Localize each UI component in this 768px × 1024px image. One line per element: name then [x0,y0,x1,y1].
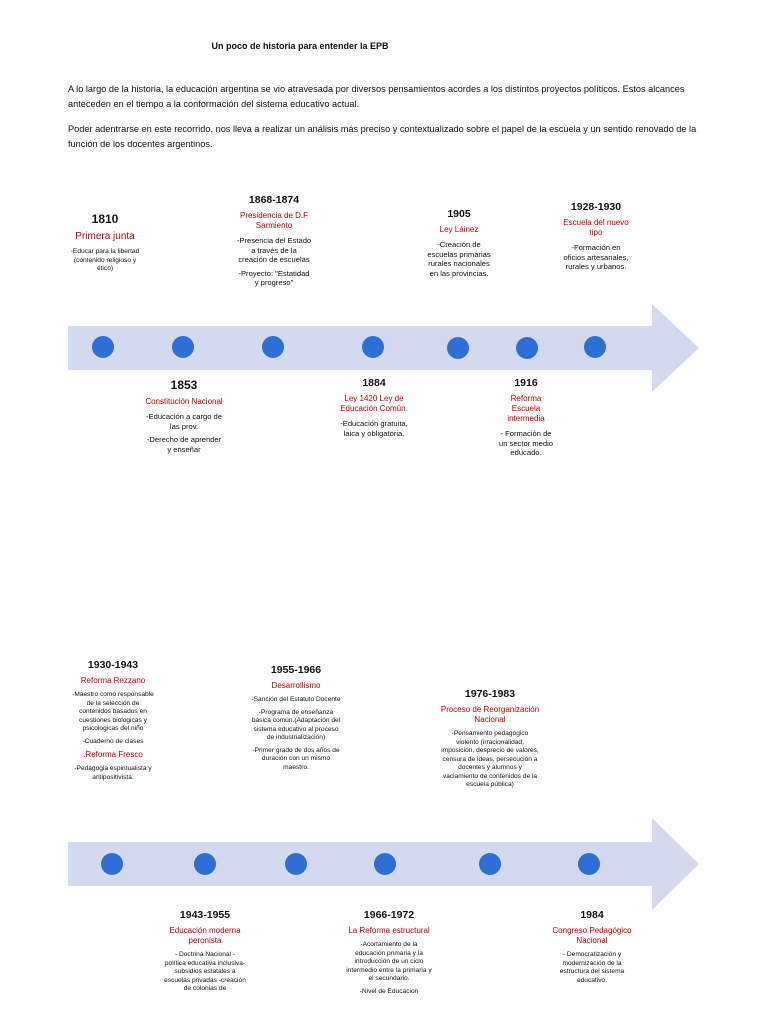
event-point: -Proyecto: "Estatidad y progreso" [238,268,310,287]
event-title: Proceso de Reorganización Nacional [440,705,540,724]
event-point: -Cuaderno de clases [82,737,144,745]
event-year: 1930-1943 [87,659,139,671]
timeline-1-dot-1810 [92,336,114,358]
event-point: -Acortamiento de la educación primaria y la introducción de un ciclo intermedio entre la primaria y el secundario. [346,941,432,982]
event-1930-1943 [72,659,154,786]
event-1976-1983 [440,688,540,794]
event-point: - Democratización y modernización de la estructura del sistema educativo. [559,951,625,984]
event-1943-1955 [164,909,246,998]
event-year: 1943-1955 [179,909,231,921]
event-1916 [496,377,556,462]
event-title: Primera junta [75,231,135,242]
event-point: -Nivel de Educacion [359,987,419,995]
event-1884 [334,377,414,442]
event-1853 [144,378,224,458]
event-year: 1916 [514,377,538,389]
event-year: 1868-1874 [248,194,300,206]
event-year: 1905 [447,208,471,220]
timeline-1-dot-1884 [362,336,384,358]
document-title: Un poco de historia para entender la EPB [211,41,389,51]
event-year: 1884 [362,377,386,389]
timeline-2-dot-1966 [374,853,396,875]
event-1928-1930 [562,201,630,276]
event-point: -Educar para la libertad (contenido religioso y ético) [70,248,140,272]
event-year: 1976-1983 [464,688,516,700]
event-title: Reforma Escuela intermedia [507,394,545,423]
event-title: Reforma Rezzano [80,676,146,685]
intro-paragraph-1: A lo largo de la historia, la educación argentina se vio atravesada por diversos pensamientos acordes a los distintos proyectos políticos. Estos alcances anteceden en el tiempo a la conformación del sistema educativo actual. [68,84,685,109]
event-year: 1966-1972 [363,909,415,921]
event-point: -Pedagogia espiritualista y antipositivista. [74,765,152,781]
event-1905 [426,208,492,282]
timeline-1-dot-1853 [172,336,194,358]
event-point: -Maestro como responsable de la selección de contenidos basados en cuestiones biologicas y psicologicas del niño [72,691,154,732]
event-point: -Educación a cargo de las prov. [146,412,222,431]
event-title: Escuela del nuevo tipo [563,218,629,237]
event-point: -Primer grado de dos años de duración con un mismo maestro. [252,746,340,771]
timeline-1-dot-1905 [447,337,469,359]
event-point: - Formación de un sector medio educado. [498,429,554,457]
event-1955-1966 [250,664,342,776]
event-point: -Programa de enseñanza básica común.(Adaptación del sistema educativo al proceso de industrialización) [251,708,341,741]
timeline-2-dot-1943 [194,853,216,875]
event-point: -Derecho de aprender y enseñar [146,435,222,454]
event-year: 1928-1930 [570,201,622,213]
event-title: Ley 1420 Ley de Educación Común. [340,394,408,413]
timeline-2-dot-1955 [285,853,307,875]
event-1966-1972 [346,909,432,1000]
intro-paragraph-2: Poder adentrarse en este recorrido, nos lleva a realizar un análisis más preciso y contextualizado sobre el papel de la escuela y un sentido renovado de la función de los docentes argentinos. [68,124,697,149]
event-title: Ley Láinez [439,225,479,234]
event-year: 1984 [580,909,604,921]
timeline-2-dot-1976 [479,853,501,875]
event-1984 [552,909,632,989]
event-title: Educación moderna peronista [169,926,241,945]
event-title: Congreso Pedagógico Nacional [552,926,632,945]
event-point: -Educación gratuita, laica y obligatoria. [340,419,408,438]
event-point: - Doctrina Nacional - política educativa inclusiva- subsidios estatales a escuelas privadas -creación de colonias de [164,951,246,992]
event-title: Constitución Nacional [145,397,223,406]
event-title: La Reforma estructural [348,926,430,935]
event-point: -Sanción del Estatuto Docente [251,696,341,703]
timeline-1-dot-1916 [516,337,538,359]
timeline-1-dot-1928 [584,336,606,358]
event-point: -Formación en oficios artesanales, rurales y urbanos. [563,243,629,271]
event-year: 1810 [91,212,119,226]
event-year: 1955-1966 [270,664,322,676]
event-point: -Pensamiento pedagógico violento (irracionalidad, imposición, desprecio de valores, censura de ideas, persecución a docentes y alumnos y vaciamiento de contenidos de la escuela pública) [441,730,539,788]
event-1810 [68,212,142,278]
timeline-1-dot-1868 [262,336,284,358]
event-1868-1874 [236,194,312,292]
event-point: -Presencia del Estado a través de la creación de escuelas [236,236,312,264]
timeline-2-dot-1930 [101,853,123,875]
event-point: -Creación de escuelas primarias rurales nacionales en las provincias. [427,240,491,278]
event-title: Desarrollismo [271,681,321,690]
timeline-2-dot-1984 [578,853,600,875]
event-title-secondary: .Reforma Fresco [83,750,143,759]
event-title: Presidencia de D.F Sarmiento [239,211,309,230]
event-year: 1853 [170,378,198,392]
